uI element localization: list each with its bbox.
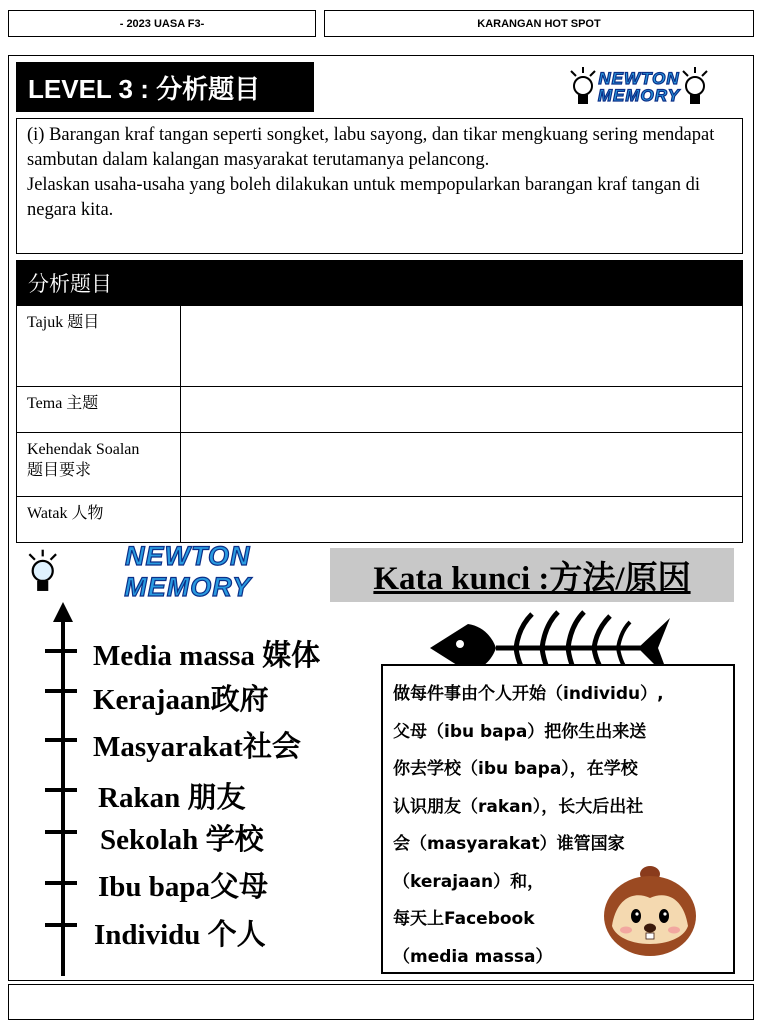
timeline-item-individu: Individu 个人 xyxy=(94,919,266,951)
row-label-kehendak-line2: 题目要求 xyxy=(27,462,92,479)
newton-memory-logo-inline xyxy=(26,541,316,602)
lightbulb-icon xyxy=(568,67,598,107)
story-line-8: （media massa） xyxy=(393,946,553,967)
keyword-title: Kata kunci :方法/原因 xyxy=(330,548,734,602)
footer-box xyxy=(8,984,754,1020)
logo-text-inline: NEWTON MEMORY xyxy=(124,541,252,602)
level-title: LEVEL 3 : 分析题目 xyxy=(16,62,314,112)
timeline-item-rakan: Rakan 朋友 xyxy=(98,782,246,814)
analysis-table-heading: 分析题目 xyxy=(16,260,743,305)
row-label-watak: Watak 人物 xyxy=(17,497,181,543)
timeline-item-sekolah: Sekolah 学校 xyxy=(100,824,264,856)
header-right-label: KARANGAN HOT SPOT xyxy=(324,10,754,37)
story-line-5: 会（masyarakat）谁管国家 xyxy=(393,834,625,854)
story-line-3: 你去学校（ibu bapa），在学校 xyxy=(393,759,638,779)
row-value-watak[interactable] xyxy=(181,497,743,543)
story-line-2: 父母（ibu bapa）把你生出来送 xyxy=(393,721,647,742)
story-line-4: 认识朋友（rakan），长大后出社 xyxy=(393,796,644,817)
timeline-item-kerajaan: Kerajaan政府 xyxy=(93,684,269,716)
question-paragraph-2: Jelaskan usaha-usaha yang boleh dilakukan untuk mempopularkan barangan kraf tangan di negara kita. xyxy=(27,175,700,220)
table-row xyxy=(17,497,743,543)
lightbulb-icon xyxy=(26,549,59,595)
table-row xyxy=(17,306,743,387)
story-line-7: 每天上Facebook xyxy=(393,909,535,929)
story-line-6: （kerajaan）和， xyxy=(393,871,545,892)
question-box xyxy=(16,118,743,254)
chipmunk-mascot-icon xyxy=(600,860,700,960)
timeline xyxy=(40,600,380,980)
timeline-item-media-massa: Media massa 媒体 xyxy=(93,640,321,672)
timeline-item-masyarakat: Masyarakat社会 xyxy=(93,731,301,763)
header-left-label: - 2023 UASA F3- xyxy=(8,10,316,37)
table-row xyxy=(17,387,743,433)
logo-text-line1: NEWTON xyxy=(598,69,680,88)
timeline-item-ibu-bapa: Ibu bapa父母 xyxy=(98,871,269,903)
logo-text-line2: MEMORY xyxy=(597,86,681,105)
table-row xyxy=(17,433,743,497)
row-label-kehendak-line1: Kehendak Soalan xyxy=(27,441,140,458)
row-value-tema[interactable] xyxy=(181,387,743,433)
lightbulb-icon xyxy=(680,67,710,107)
story-line-1: 做每件事由个人开始（individu）, xyxy=(393,684,664,704)
question-paragraph-1: (i) Barangan kraf tangan seperti songket, labu sayong, dan tikar mengkuang sering mendapat sambutan dalam kalangan masyarakat terutamanya pelancong. xyxy=(27,125,715,170)
row-label-kehendak-soalan xyxy=(17,433,181,497)
row-value-tajuk[interactable] xyxy=(181,306,743,387)
row-label-tajuk: Tajuk 题目 xyxy=(17,306,181,387)
analysis-table xyxy=(16,260,743,543)
row-label-tema: Tema 主题 xyxy=(17,387,181,433)
row-value-kehendak-soalan[interactable] xyxy=(181,433,743,497)
newton-memory-logo xyxy=(532,64,746,110)
